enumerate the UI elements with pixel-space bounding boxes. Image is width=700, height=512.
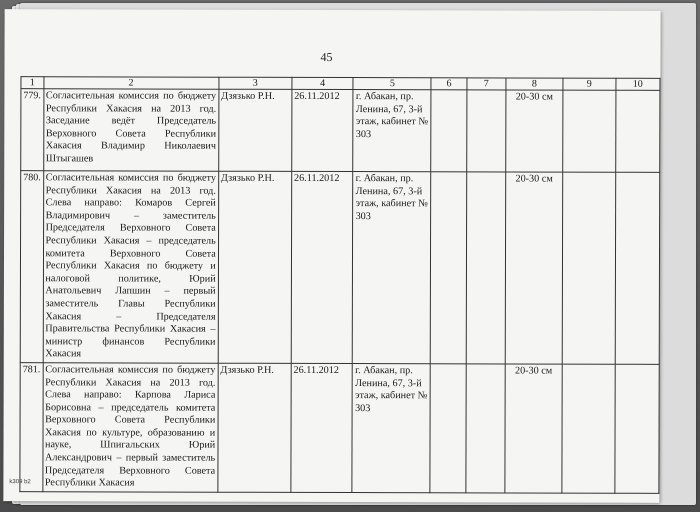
- row-number: 781.: [20, 363, 43, 492]
- row-duration: 20-30 см: [505, 364, 562, 493]
- row-place: г. Абакан, пр. Ленина, 67, 3-й этаж, кабинет № 303: [353, 172, 431, 364]
- row-description: Согласительная комиссия по бюджету Республики Хакасия на 2013 год. Заседание ведёт Председатель Верховного Совета Республики Хакасия Владимир Николаевич Штыгашев: [43, 89, 218, 171]
- column-header: 1: [21, 77, 44, 89]
- row-description: Согласительная комиссия по бюджету Республики Хакасия на 2013 год. Слева направо: Карпова Лариса Борисовна – председатель комитета Верховного Совета Республики Хакасия по культуре, образованию и науке, Шпигальских Юрий Александрович – первый заместитель Председателя Верховного Совета Республики Хакасия: [42, 363, 218, 492]
- column-header: 4: [292, 77, 354, 89]
- footer-code: k309 b2: [9, 479, 31, 486]
- row-person: Дзязько Р.Н.: [218, 89, 291, 171]
- row-col6: [431, 172, 467, 364]
- row-date: 26.11.2012: [291, 171, 353, 363]
- row-col10: [615, 364, 660, 493]
- column-header: 9: [563, 78, 616, 90]
- column-header: 2: [43, 77, 218, 89]
- row-person: Дзязько Р.Н.: [218, 363, 291, 492]
- column-header: 6: [431, 78, 466, 90]
- row-place: г. Абакан, пр. Ленина, 67, 3-й этаж, кабинет № 303: [352, 363, 430, 492]
- row-col6: [430, 364, 466, 493]
- row-col7: [466, 172, 506, 364]
- document-page: [3, 9, 660, 503]
- row-col9: [562, 364, 615, 493]
- register-table: [19, 76, 660, 494]
- column-header: 7: [467, 78, 506, 90]
- row-number: 779.: [21, 89, 44, 171]
- row-date: 26.11.2012: [292, 89, 354, 171]
- row-col7: [466, 90, 505, 172]
- row-person: Дзязько Р.Н.: [218, 171, 292, 363]
- column-header: 5: [353, 78, 431, 90]
- row-number: 780.: [20, 171, 43, 363]
- row-date: 26.11.2012: [291, 363, 353, 492]
- row-col7: [466, 364, 506, 493]
- table-row: [21, 89, 660, 173]
- row-col10: [615, 90, 659, 172]
- table-row: [20, 171, 660, 365]
- row-col9: [563, 90, 616, 172]
- column-header: 10: [616, 78, 660, 90]
- row-place: г. Абакан, пр. Ленина, 67, 3-й этаж, кабинет № 303: [353, 90, 431, 172]
- column-header: 3: [219, 77, 292, 89]
- table-row: [20, 363, 659, 494]
- page-number: 45: [320, 49, 333, 65]
- row-duration: 20-30 см: [505, 172, 562, 364]
- row-col9: [562, 172, 615, 364]
- row-description: Согласительная комиссия по бюджету Республики Хакасия на 2013 год. Слева направо: Комаров Сергей Владимирович – заместитель Председателя Верховного Совета Республики Хакасия – председатель комитета Верховного Совета Республики Хакасия по бюджету и налоговой политике, Юрий Анатольевич Лапшин – первый заместитель Главы Республики Хакасия – Председателя Правительства Республики Хакасия – министр финансов Республики Хакасия: [43, 171, 219, 363]
- row-col10: [615, 172, 660, 364]
- row-duration: 20-30 см: [506, 90, 563, 172]
- column-header: 8: [506, 78, 563, 90]
- row-col6: [431, 90, 467, 172]
